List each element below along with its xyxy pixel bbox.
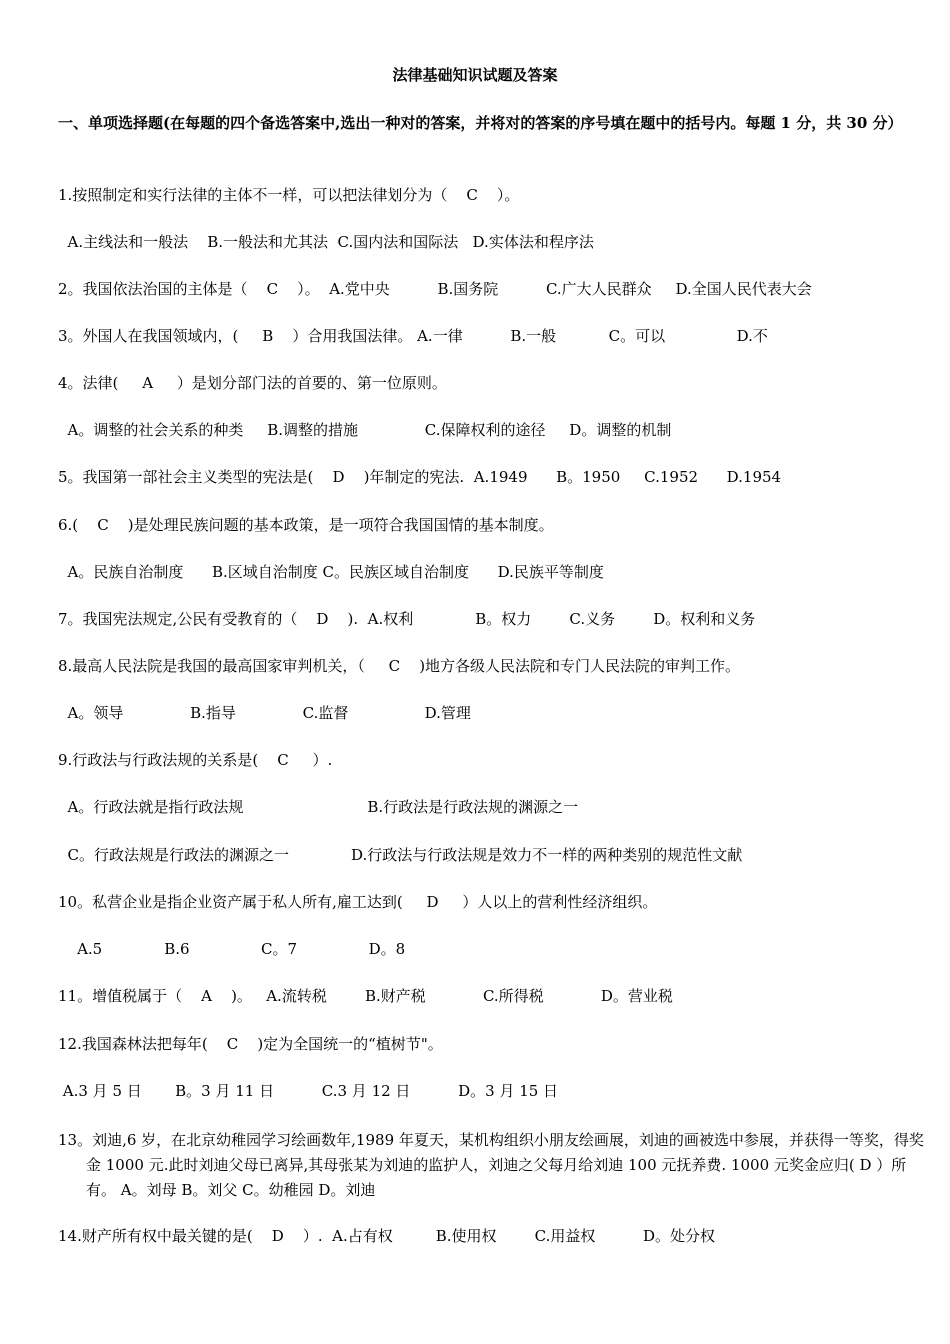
question-2: 2。我国依法治国的主体是（ C ）。 A.党中央 B.国务院 C.广大人民群众 D.全国人民代表大会	[58, 280, 812, 298]
question-4-options: A。调整的社会关系的种类 B.调整的措施 C.保障权利的途径 D。调整的机制	[58, 421, 672, 439]
question-1-options: A.主线法和一般法 B.一般法和尤其法 C.国内法和国际法 D.实体法和程序法	[58, 233, 594, 251]
question-12: 12.我国森林法把每年( C )定为全国统一的“植树节"。	[58, 1035, 443, 1053]
question-12-options: A.3 月 5 日 B。3 月 11 日 C.3 月 12 日 D。3 月 15 日	[58, 1082, 559, 1100]
question-6: 6.( C )是处理民族问题的基本政策，是一项符合我国国情的基本制度。	[58, 516, 554, 534]
question-9: 9.行政法与行政法规的关系是( C ）.	[58, 751, 333, 769]
question-7: 7。我国宪法规定,公民有受教育的（ D ). A.权利 B。权力 C.义务 D。权利和义务	[58, 610, 756, 628]
question-13: 13。刘迪,6 岁，在北京幼稚园学习绘画数年,1989 年夏天，某机构组织小朋友绘画展，刘迪的画被选中参展，并获得一等奖，得奖金 1000 元.此时刘迪父母已离异,其母张某为刘迪的监护人，刘迪之父每月给刘迪 100 元抚养费. 1000 元奖金应归( D ）所有。 A。刘母 B。刘父 C。幼稚园 D。刘迪	[58, 1131, 924, 1199]
question-14: 14.财产所有权中最关键的是( D ）. A.占有权 B.使用权 C.用益权 D。处分权	[58, 1227, 716, 1245]
question-1: 1.按照制定和实行法律的主体不一样，可以把法律划分为（ C ）。	[58, 186, 520, 204]
section-heading: 一、单项选择题(在每题的四个备选答案中,选出一种对的答案，并将对的答案的序号填在题中的括号内。每题 1 分，共 30 分）	[58, 114, 903, 132]
question-9-options-ab: A。行政法就是指行政法规 B.行政法是行政法规的渊源之一	[58, 798, 579, 816]
question-4: 4。法律( A ）是划分部门法的首要的、第一位原则。	[58, 374, 447, 392]
question-10: 10。私营企业是指企业资产属于私人所有,雇工达到( D ）人以上的营利性经济组织。	[58, 893, 658, 911]
question-6-options: A。民族自治制度 B.区域自治制度 C。民族区域自治制度 D.民族平等制度	[58, 563, 604, 581]
question-3: 3。外国人在我国领域内，( B ）合用我国法律。 A.一律 B.一般 C。可以 D.不	[58, 327, 768, 345]
question-9-options-cd: C。行政法规是行政法的渊源之一 D.行政法与行政法规是效力不一样的两种类别的规范性文献	[58, 846, 743, 864]
document-title: 法律基础知识试题及答案	[392, 66, 558, 84]
question-11: 11。增值税属于（ A )。 A.流转税 B.财产税 C.所得税 D。营业税	[58, 987, 673, 1005]
question-10-options: A.5 B.6 C。7 D。8	[58, 940, 406, 958]
question-8-options: A。领导 B.指导 C.监督 D.管理	[58, 704, 471, 722]
question-8: 8.最高人民法院是我国的最高国家审判机关，（ C )地方各级人民法院和专门人民法院的审判工作。	[58, 657, 741, 675]
question-5: 5。我国第一部社会主义类型的宪法是( D )年制定的宪法. A.1949 B。1950 C.1952 D.1954	[58, 468, 782, 486]
